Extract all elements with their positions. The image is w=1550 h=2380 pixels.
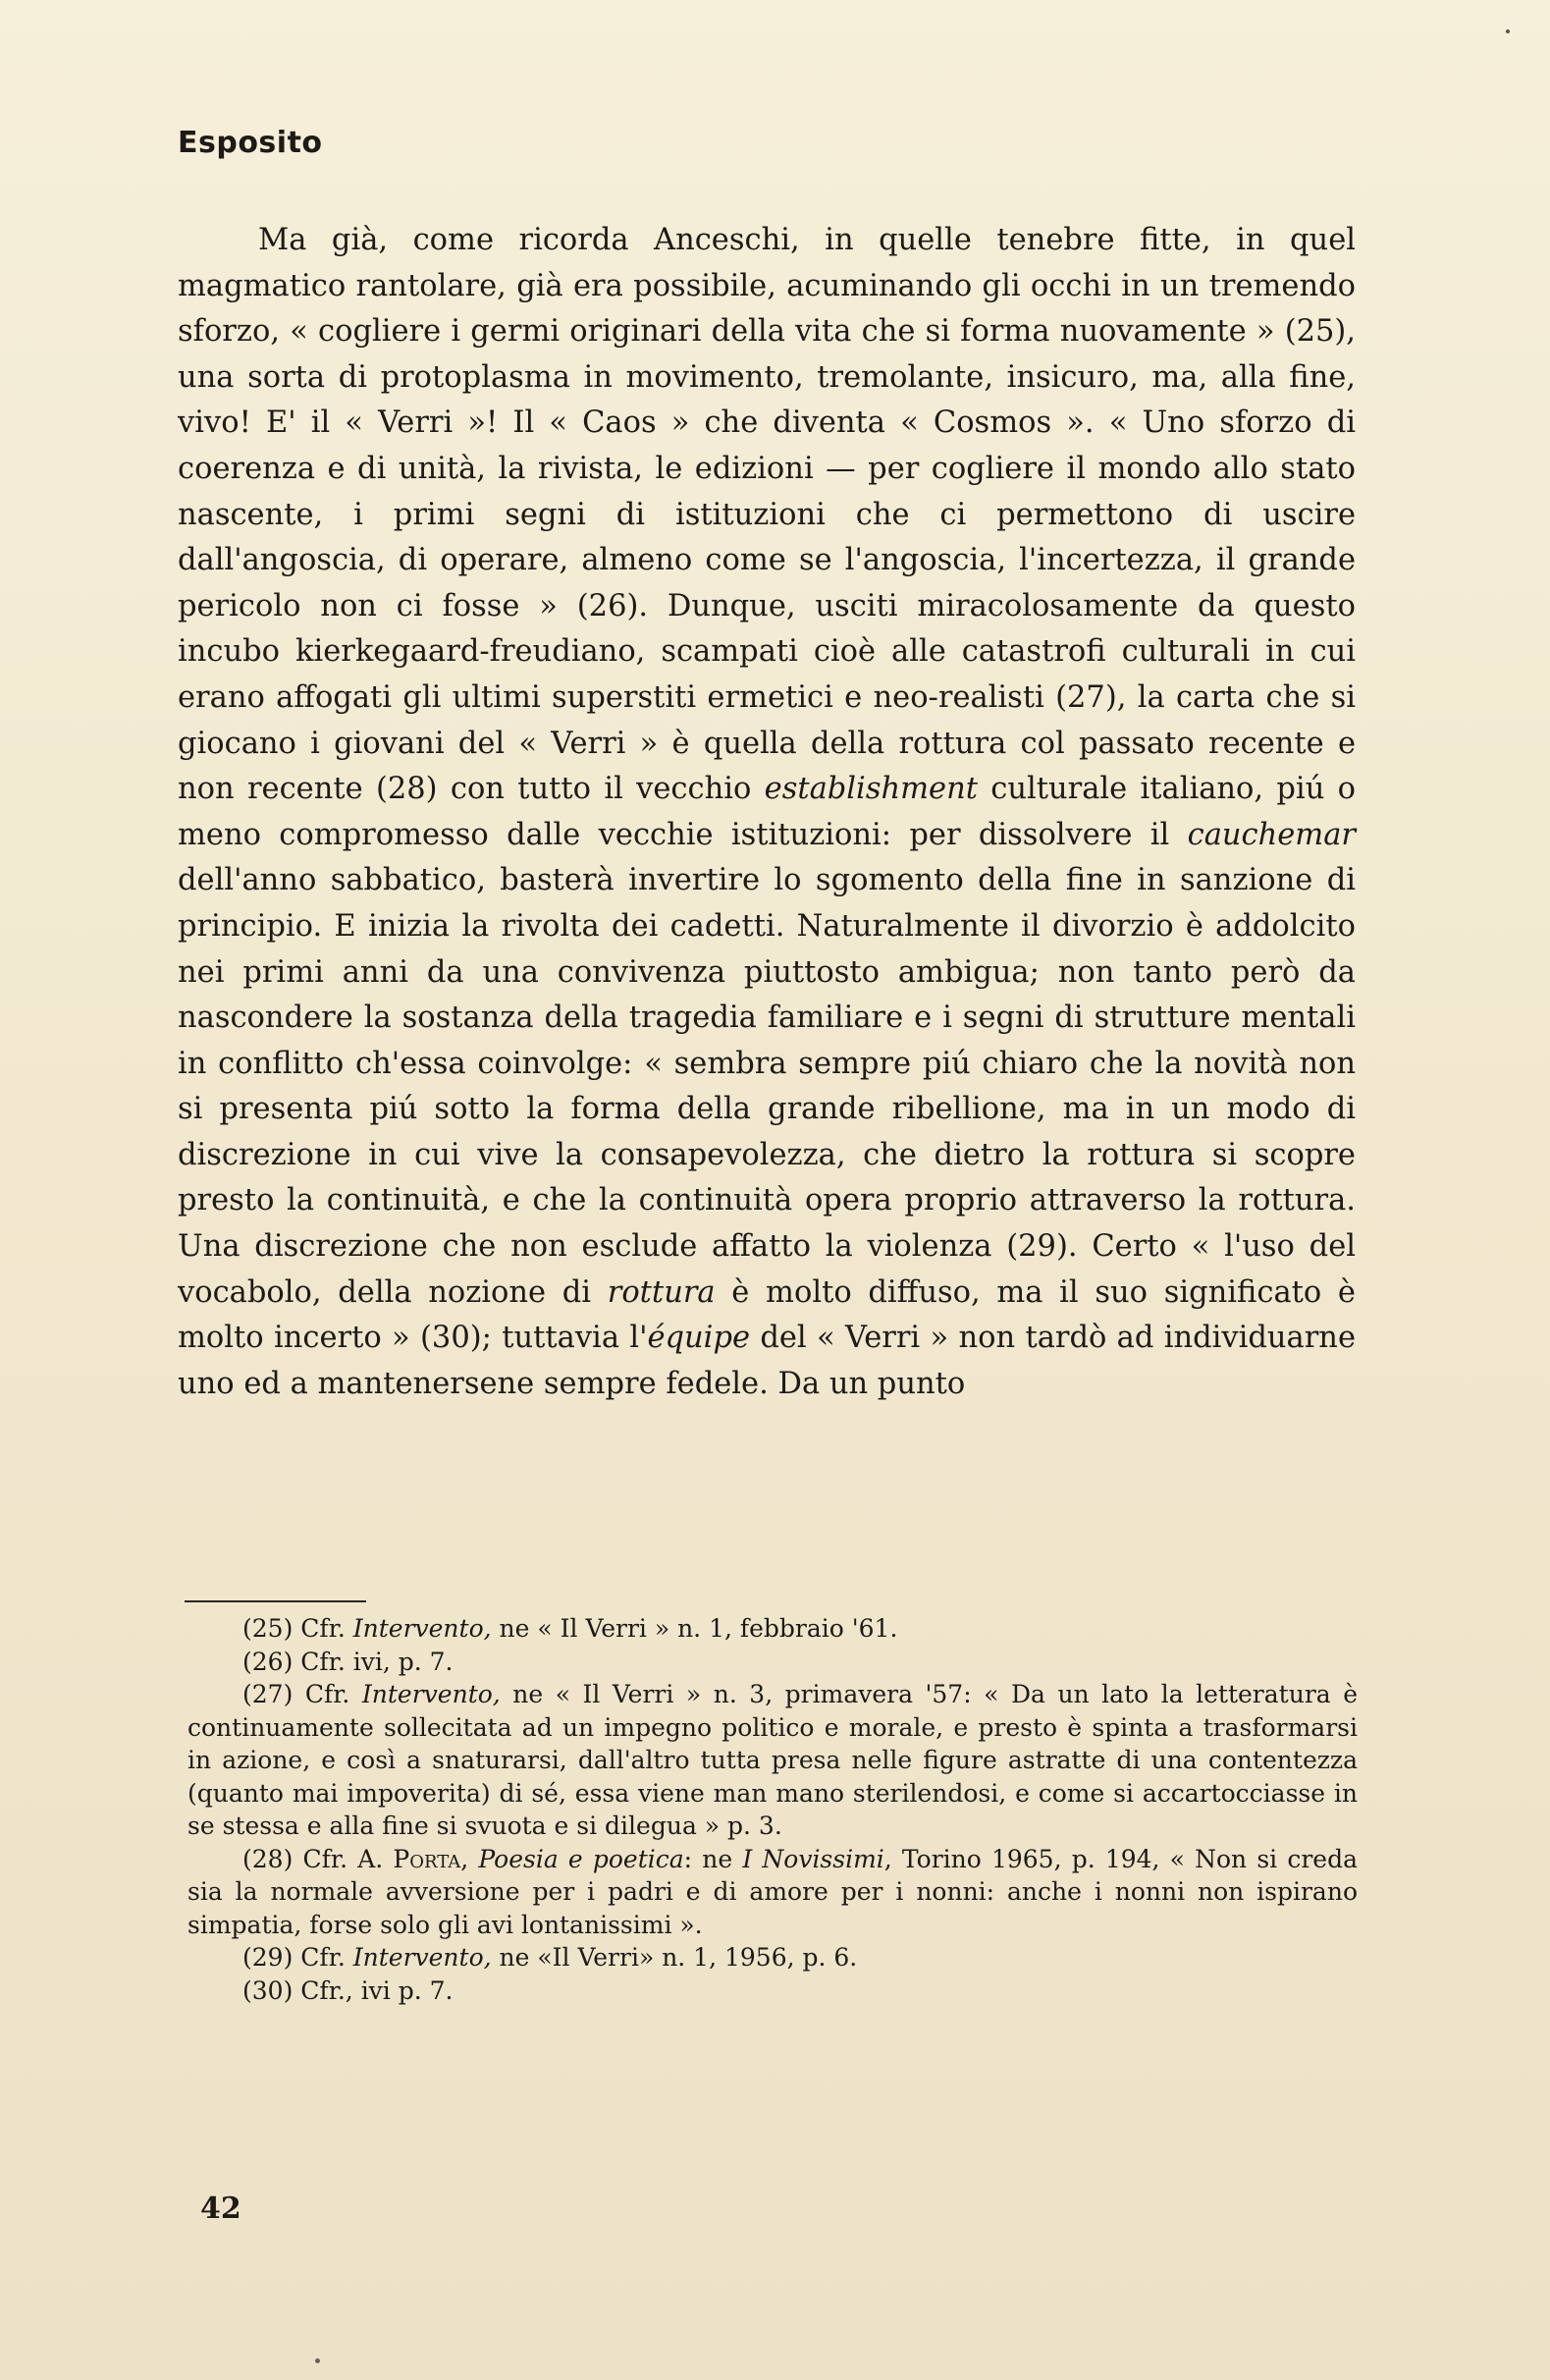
author-name: Porta bbox=[393, 1844, 461, 1873]
footnote-italic: Intervento, bbox=[361, 1680, 501, 1708]
page-number: 42 bbox=[200, 2191, 241, 2226]
footnotes bbox=[187, 1612, 1358, 2007]
speck-mark bbox=[315, 2358, 320, 2363]
footnote-27 bbox=[187, 1678, 1358, 1843]
italic-term: équipe bbox=[647, 1321, 751, 1356]
main-text bbox=[178, 218, 1356, 1407]
italic-term: rottura bbox=[607, 1274, 716, 1310]
footnote-text: (25) Cfr. bbox=[242, 1614, 353, 1643]
running-header: Esposito bbox=[178, 126, 323, 160]
footnote-29 bbox=[187, 1941, 1358, 1974]
footnote-25 bbox=[187, 1612, 1358, 1646]
footnote-italic: Intervento, bbox=[352, 1614, 492, 1643]
footnote-text: , Torino 1965, p. 194, « Non si creda sia la normale avversione per i padri e di amore per i nonni: anche i nonni non ispirano simpatia, forse solo gli avi lontanissimi ». bbox=[187, 1844, 1358, 1939]
footnote-text: ne «Il Verri» n. 1, 1956, p. 6. bbox=[491, 1943, 858, 1972]
footnote-text: (29) Cfr. bbox=[242, 1943, 353, 1972]
footnote-italic: Poesia e poetica bbox=[478, 1844, 684, 1873]
footnote-text: ne « Il Verri » n. 1, febbraio '61. bbox=[491, 1614, 898, 1643]
footnote-italic: Intervento, bbox=[352, 1943, 492, 1972]
body-text-run: del « Verri » non tardò ad individuarne uno ed a mantenersene sempre fedele. Da un punto bbox=[178, 1321, 1357, 1401]
footnote-separator bbox=[185, 1600, 366, 1602]
footnote-text: ne « Il Verri » n. 3, primavera '57: « Da un lato la letteratura è continuamente sollecitata ad un impegno politico e morale, e presto è spinta a trasformarsi in azione, e così a snaturarsi, dall'altro tutta presa nelle figure astratte di una contentezza (quanto mai impoverita) di sé, essa viene man mano sterilendosi, e come si accartocciasse in se stessa e alla fine si svuota e si dilegua » p. 3. bbox=[187, 1680, 1358, 1840]
italic-term: cauchemar bbox=[1187, 817, 1356, 852]
speck-mark bbox=[1506, 29, 1510, 33]
footnote-text: , bbox=[460, 1844, 479, 1873]
footnote-30: (30) Cfr., ivi p. 7. bbox=[242, 1975, 454, 2005]
body-text-run: è molto diffuso, ma il suo significato è molto incerto » (30); tuttavia l' bbox=[178, 1274, 1356, 1356]
footnote-text: : ne bbox=[683, 1844, 743, 1873]
body-paragraph bbox=[178, 218, 1356, 1407]
body-text-run: dell'anno sabbatico, basterà invertire lo sgomento della fine in sanzione di principio. E inizia la rivolta dei cadetti. Naturalmente il divorzio è addolcito nei primi anni da una convivenza piuttosto ambigua; non tanto però da nascondere la sostanza della tragedia familiare e i segni di strutture mentali in conflitto ch'essa coinvolge: « sembra sempre piú chiaro che la novità non si presenta piú sotto la forma della grande ribellione, ma in un modo di discrezione in cui vive la consapevolezza, che dietro la rottura si scopre presto la continuità, e che la continuità opera proprio attraverso la rottura. Una discrezione che non esclude affatto la violenza (29). Certo « l'uso del vocabolo, della nozione di bbox=[178, 863, 1356, 1310]
footnote-text: (27) Cfr. bbox=[242, 1680, 362, 1708]
footnote-28 bbox=[187, 1843, 1358, 1942]
body-text-run: culturale italiano, piú o meno compromesso dalle vecchie istituzioni: per dissolvere il bbox=[178, 772, 1356, 852]
body-text-run: Ma già, come ricorda Anceschi, in quelle tenebre fitte, in quel magmatico rantolare, già era possibile, acuminando gli occhi in un tremendo sforzo, « cogliere i germi originari della vita che si forma nuovamente » (25), una sorta di protoplasma in movimento, tremolante, insicuro, ma, alla fine, vivo! E' il « Verri »! Il « Caos » che diventa « Cosmos ». « Uno sforzo di coerenza e di unità, la rivista, le edizioni — per cogliere il mondo allo stato nascente, i primi segni di istituzioni che ci permettono di uscire dall'angoscia, di operare, almeno come se l'angoscia, l'incertezza, il grande pericolo non ci fosse » (26). Dunque, usciti miracolosamente da questo incubo kierkegaard-freudiano, scampati cioè alle catastrofi culturali in cui erano affogati gli ultimi superstiti ermetici e neo-realisti (27), la carta che si giocano i giovani del « Verri » è quella della rottura col passato recente e non recente (28) con tutto il vecchio bbox=[178, 223, 1356, 807]
italic-term: establishment bbox=[764, 772, 978, 807]
footnote-26: (26) Cfr. ivi, p. 7. bbox=[242, 1647, 454, 1676]
footnote-text: (28) Cfr. A. bbox=[242, 1844, 394, 1873]
footnote-italic: I Novissimi bbox=[742, 1844, 884, 1873]
